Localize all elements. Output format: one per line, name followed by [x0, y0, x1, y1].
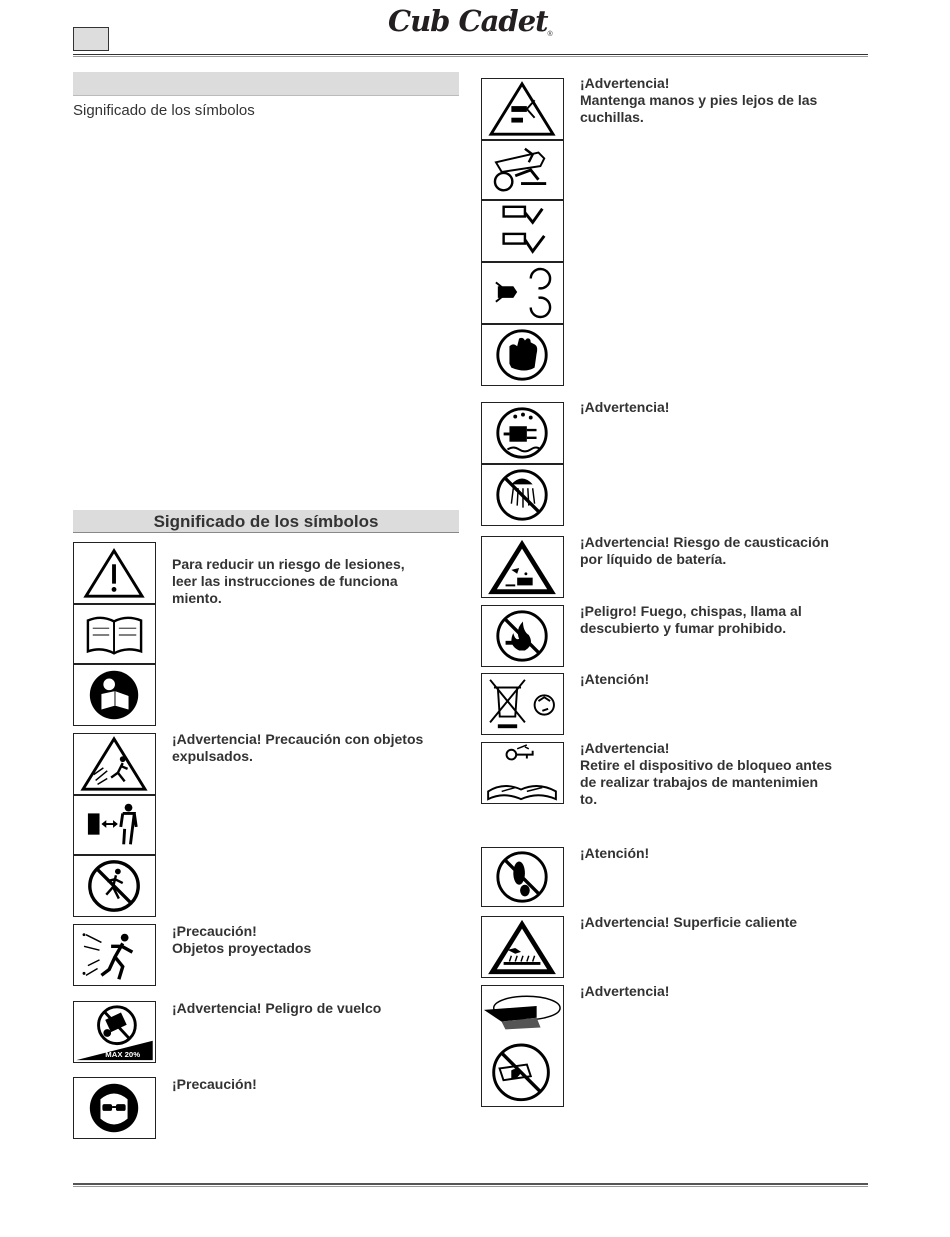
desc-water: ¡Advertencia!: [580, 399, 670, 415]
projected-objects-icon: [73, 924, 156, 986]
section-title: Significado de los símbolos: [73, 510, 459, 533]
slope-label: MAX 20%: [105, 1050, 141, 1060]
thrown-objects-icon: [73, 733, 156, 795]
desc-rollover: ¡Advertencia! Peligro de vuelco: [172, 1000, 382, 1016]
desc-battery-acid: ¡Advertencia! Riesgo de causticación por líquido de batería.: [580, 534, 829, 567]
page-number-box: [73, 27, 109, 51]
read-manual-icon: [73, 664, 156, 726]
footer-rule: [73, 1183, 868, 1187]
no-bystanders-icon: [73, 855, 156, 917]
desc-projected-objects: ¡Precaución! Objetos proyectados: [172, 923, 312, 956]
desc-no-step: ¡Atención!: [580, 845, 650, 861]
warning-triangle-icon: [73, 542, 156, 604]
desc-hot-surface: ¡Advertencia! Superficie caliente: [580, 914, 798, 930]
hot-surface-icon: [481, 916, 564, 978]
no-water-plug-icon: [481, 402, 564, 464]
eye-protection-icon: [73, 1077, 156, 1139]
deck-hazard-icons: [481, 985, 564, 1107]
battery-acid-icon: [481, 536, 564, 598]
remove-key-icon: [481, 742, 564, 804]
keep-distance-icon: [73, 795, 156, 855]
no-washing-icon: [481, 464, 564, 526]
blade-warning-icon: [481, 78, 564, 140]
header-rule: [73, 54, 868, 57]
desc-blades: ¡Advertencia! Mantenga manos y pies lejos de las cuchillas.: [580, 75, 818, 125]
desc-remove-key: ¡Advertencia! Retire el dispositivo de bloqueo antes de realizar trabajos de mantenimien to.: [580, 740, 833, 807]
intro-text: Significado de los símbolos: [73, 102, 255, 119]
desc-eye-protection: ¡Precaución!: [172, 1076, 257, 1092]
hand-glove-icon: [481, 324, 564, 386]
rider-blade-icon: [481, 140, 564, 200]
rotating-blade-hand-icon: [481, 262, 564, 324]
manual-book-icon: [73, 604, 156, 664]
registered-mark: ®: [547, 31, 553, 38]
no-fire-icon: [481, 605, 564, 667]
desc-thrown-objects: ¡Advertencia! Precaución con objetos expulsados.: [172, 731, 424, 764]
desc-disposal: ¡Atención!: [580, 671, 650, 687]
brand-name: Cub Cadet: [388, 4, 548, 38]
rollover-slope-icon: [73, 1001, 156, 1063]
desc-fire: ¡Peligro! Fuego, chispas, llama al descubierto y fumar prohibido.: [580, 603, 802, 636]
recycle-disposal-icon: [481, 673, 564, 735]
no-footstep-icon: [481, 847, 564, 907]
brand-logo: [388, 4, 558, 38]
desc-read-manual: Para reducir un riesgo de lesiones, leer las instrucciones de funciona miento.: [172, 556, 405, 606]
blade-stop-icon: [481, 200, 564, 262]
desc-deck: ¡Advertencia!: [580, 983, 670, 999]
intro-heading-bar: [73, 72, 459, 96]
